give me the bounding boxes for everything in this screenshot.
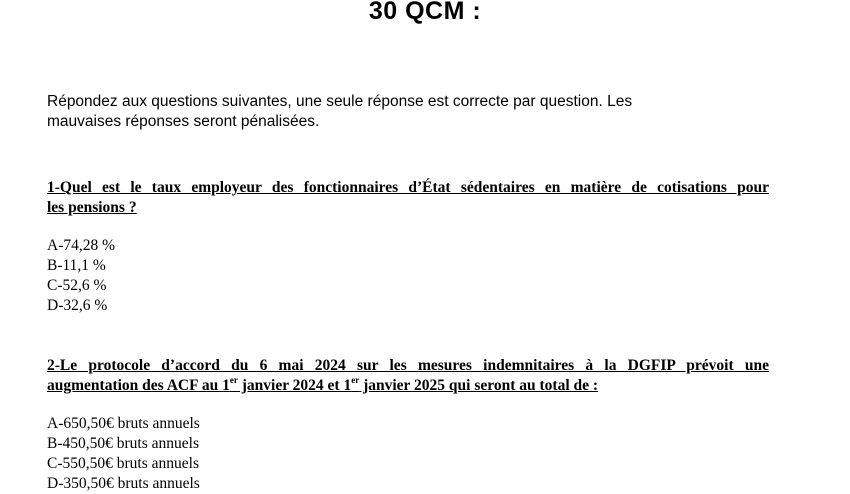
question-1-line-1: 1-Quel est le taux employeur des fonctionnaires d’État sédentaires en matière de cotisations pour (47, 179, 769, 196)
question-2-option-a: A-650,50€ bruts annuels (47, 415, 200, 432)
question-1-option-d: D-32,6 % (47, 297, 108, 314)
page-title: 30 QCM : (368, 0, 482, 25)
question-2-superscript-2: er (351, 375, 360, 385)
question-2-options (47, 414, 200, 494)
question-2-line-1: 2-Le protocole d’accord du 6 mai 2024 sur les mesures indemnitaires à la DGFIP prévoit une (47, 357, 769, 374)
question-1-options (47, 236, 115, 316)
question-1-option-c: C-52,6 % (47, 277, 107, 294)
question-2 (47, 356, 769, 396)
question-2-line-2 (47, 376, 769, 396)
question-1 (47, 178, 769, 218)
question-1-line-2: les pensions ? (47, 199, 137, 216)
question-2-line-2-part-1: augmentation des ACF au 1 (47, 377, 230, 394)
question-2-superscript-1: er (229, 375, 238, 385)
question-2-option-d: D-350,50€ bruts annuels (47, 475, 200, 492)
instructions-line-2: mauvaises réponses seront pénalisées. (47, 113, 320, 130)
question-1-option-a: A-74,28 % (47, 237, 116, 254)
instructions-line-1: Répondez aux questions suivantes, une seule réponse est correcte par question. Les (47, 93, 633, 110)
question-1-option-b: B-11,1 % (47, 257, 106, 274)
question-2-option-c: C-550,50€ bruts annuels (47, 455, 199, 472)
question-2-option-b: B-450,50€ bruts annuels (47, 435, 199, 452)
question-2-line-2-part-3: janvier 2025 qui seront au total de : (359, 377, 599, 394)
instructions (47, 92, 767, 132)
question-2-line-2-part-2: janvier 2024 et 1 (237, 377, 352, 394)
